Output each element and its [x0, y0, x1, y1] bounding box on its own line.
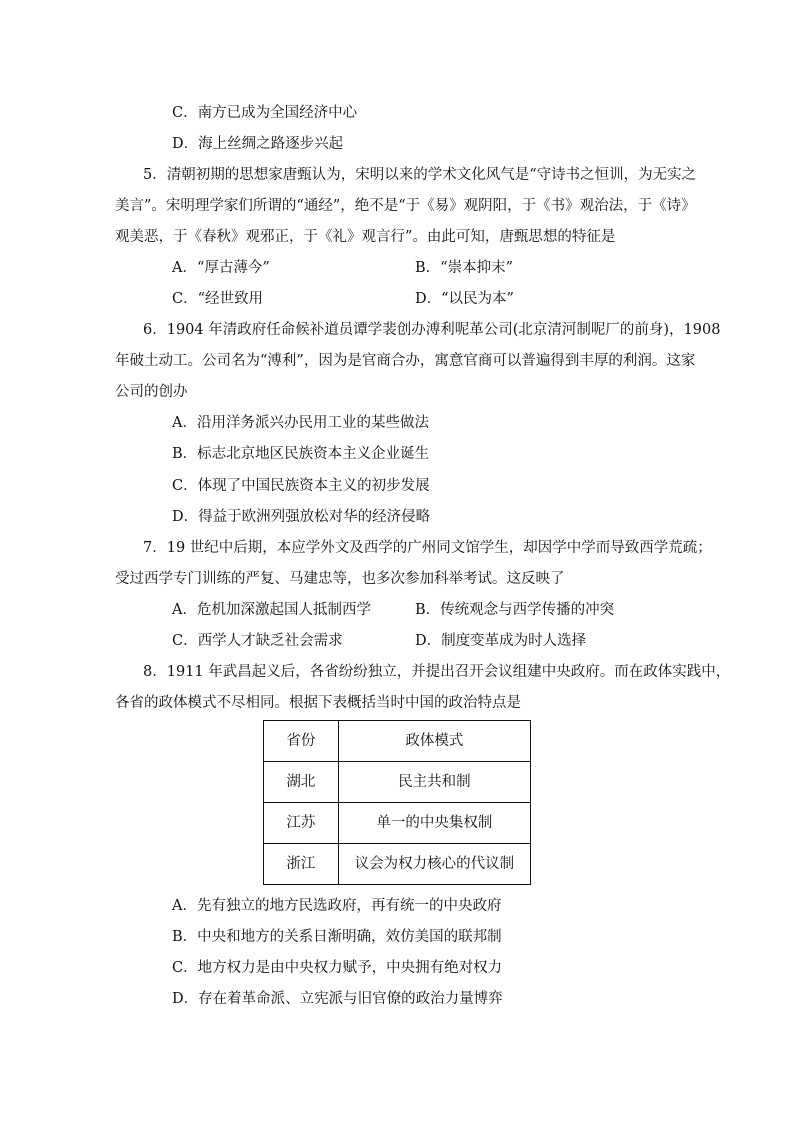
q6-option-b: B．标志北京地区民族资本主义企业诞生 — [172, 446, 430, 462]
q6-stem-line1: 6．1904 年清政府任命候补道员谭学裴创办溥利呢革公司(北京清河制呢厂的前身)，1908 — [143, 322, 721, 338]
table-cell-model: 民主共和制 — [338, 762, 530, 803]
table-header-province: 省份 — [264, 721, 339, 762]
table-header-model: 政体模式 — [338, 721, 530, 762]
q5-stem-line2: 美言”。宋明理学家们所谓的“通经”，绝不是“于《易》观阴阳，于《书》观治法，于《诗》 — [115, 198, 696, 214]
q7-stem-line2: 受过西学专门训练的严复、马建忠等，也多次参加科举考试。这反映了 — [115, 571, 565, 587]
q7-option-c: C．西学人才缺乏社会需求 — [172, 633, 343, 649]
q8-option-a: A．先有独立的地方民选政府，再有统一的中央政府 — [172, 898, 502, 914]
q8-option-c: C．地方权力是由中央权力赋予，中央拥有绝对权力 — [172, 960, 503, 976]
q8-stem-line2: 各省的政体模式不尽相同。根据下表概括当时中国的政治特点是 — [115, 695, 521, 711]
q5-option-c: C．“经世致用 — [172, 291, 264, 307]
government-model-table — [263, 720, 531, 885]
q5-stem-line3: 观美恶，于《春秋》观邪正，于《礼》观言行”。由此可知，唐甄思想的特征是 — [115, 229, 616, 245]
q6-option-d: D．得益于欧洲列强放松对华的经济侵略 — [172, 509, 431, 525]
table-row — [264, 762, 531, 803]
table-cell-province: 江苏 — [264, 803, 339, 844]
q6-option-c: C．体现了中国民族资本主义的初步发展 — [172, 478, 430, 494]
q5-option-b: B．“崇本抑末” — [415, 260, 513, 276]
q8-stem-line1: 8．1911 年武昌起义后，各省纷纷独立，并提出召开会议组建中央政府。而在政体实践中， — [143, 664, 731, 680]
q8-option-b: B．中央和地方的关系日渐明确，效仿美国的联邦制 — [172, 929, 502, 945]
table-cell-province: 湖北 — [264, 762, 339, 803]
q7-stem-line1: 7．19 世纪中后期，本应学外文及西学的广州同文馆学生，却因学中学而导致西学荒疏； — [143, 540, 712, 556]
q8-option-d: D．存在着革命派、立宪派与旧官僚的政治力量博弈 — [172, 991, 503, 1007]
q6-stem-line3: 公司的创办 — [115, 384, 188, 400]
q5-option-a: A．“厚古薄今” — [172, 260, 270, 276]
q6-option-a: A．沿用洋务派兴办民用工业的某些做法 — [172, 415, 429, 431]
table-header-row — [264, 721, 531, 762]
table-cell-province: 浙江 — [264, 844, 339, 885]
q5-stem-line1: 5．清朝初期的思想家唐甄认为，宋明以来的学术文化风气是“守诗书之恒训，为无实之 — [143, 167, 697, 183]
q7-option-a: A．危机加深激起国人抵制西学 — [172, 602, 371, 618]
q6-stem-line2: 年破土动工。公司名为“溥利”，因为是官商合办，寓意官商可以普遍得到丰厚的利润。这家 — [115, 353, 696, 369]
table-row — [264, 844, 531, 885]
q7-option-b: B．传统观念与西学传播的冲突 — [415, 602, 615, 618]
q5-option-d: D．“以民为本” — [415, 291, 514, 307]
table-row — [264, 803, 531, 844]
table-cell-model: 单一的中央集权制 — [338, 803, 530, 844]
table-cell-model: 议会为权力核心的代议制 — [338, 844, 530, 885]
q4-option-c: C．南方已成为全国经济中心 — [172, 105, 358, 121]
q7-option-d: D．制度变革成为时人选择 — [415, 633, 587, 649]
q4-option-d: D．海上丝绸之路逐步兴起 — [172, 136, 344, 152]
